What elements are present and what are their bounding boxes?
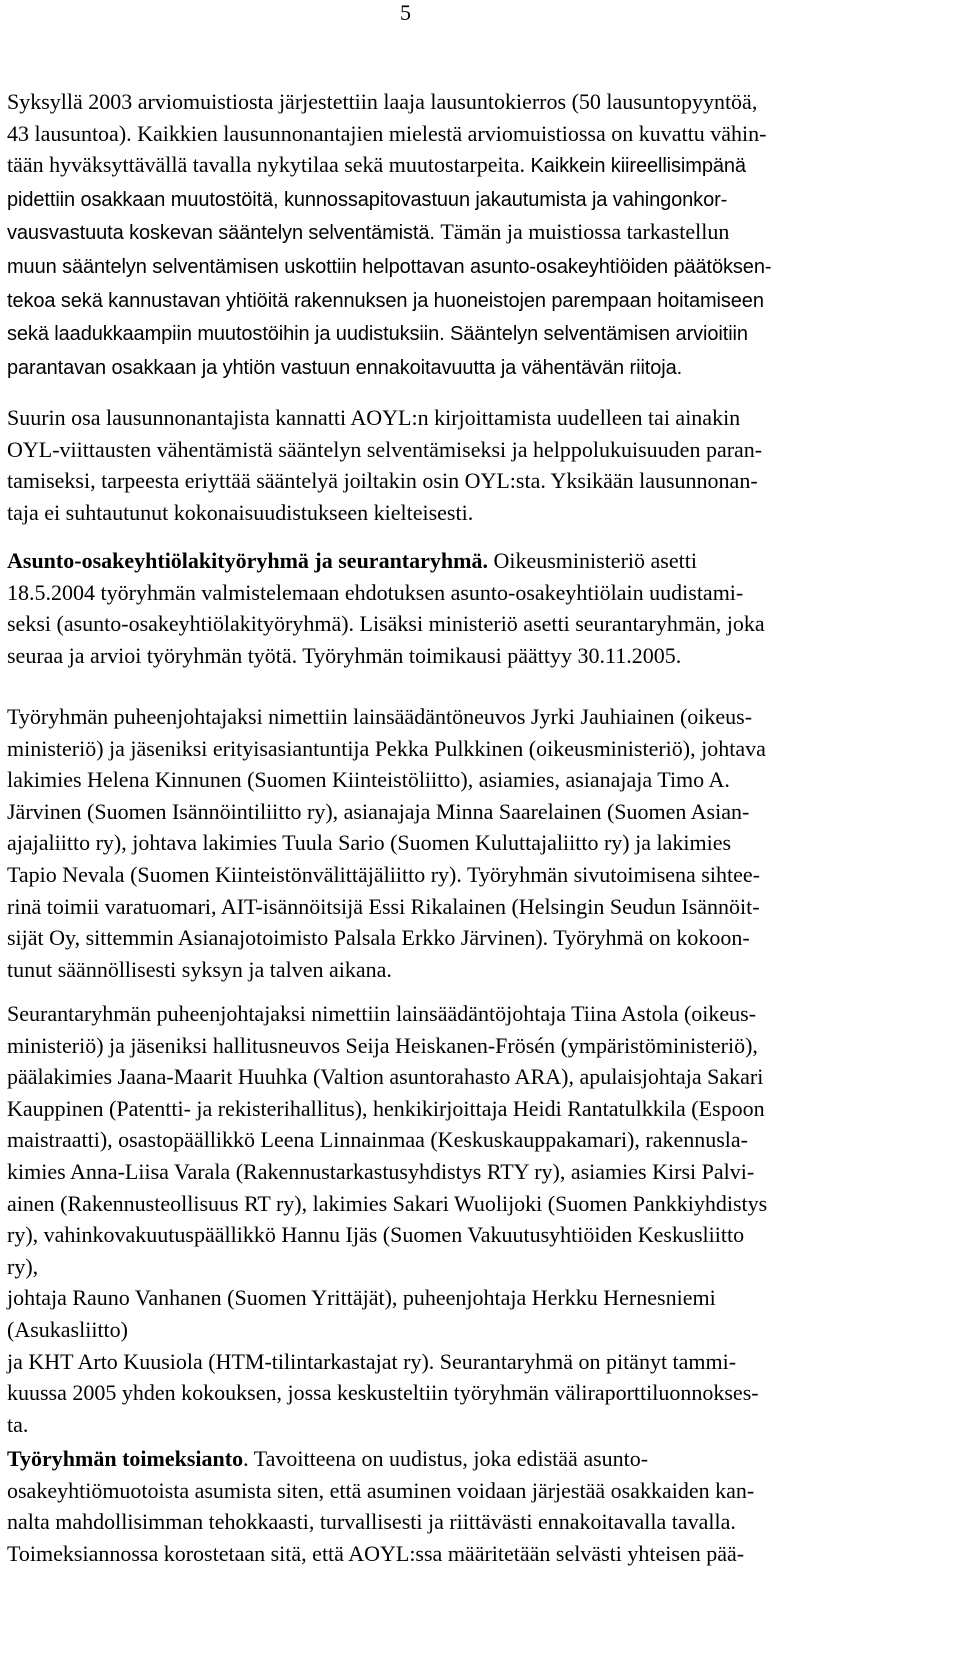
text-line — [7, 183, 952, 217]
text-run: 18.5.2004 työryhmän valmistelemaan ehdotuksen asunto-osakeyhtiölain uudistami- — [7, 579, 744, 605]
text-line — [7, 827, 952, 859]
text-run: ministeriö) ja jäseniksi erityisasiantuntija Pekka Pulkkinen (oikeusministeriö), johtava — [7, 735, 766, 761]
paragraph-seurantaryhman-kokoonpano — [7, 998, 952, 1440]
text-run: seuraa ja arvioi työryhmän työtä. Työryhmän toimikausi päättyy 30.11.2005. — [7, 642, 682, 668]
text-line — [7, 1156, 952, 1188]
paragraph-tyoryhman-kokoonpano — [7, 701, 952, 985]
text-line — [7, 577, 952, 609]
text-run: osakeyhtiömuotoista asumista siten, että asuminen voidaan järjestää osakkaiden kan- — [7, 1477, 755, 1503]
text-line — [7, 497, 952, 529]
text-run: Suurin osa lausunnonantajista kannatti AOYL:n kirjoittamista uudelleen tai ainakin — [7, 405, 741, 430]
text-run: päälakimies Jaana-Maarit Huuhka (Valtion asuntorahasto ARA), apulaisjohtaja Sakari — [7, 1064, 764, 1090]
text-line — [7, 250, 952, 284]
text-run: ajajaliitto ry), johtava lakimies Tuula Sario (Suomen Kuluttajaliitto ry) ja lakimies — [7, 830, 732, 856]
text-line — [7, 351, 952, 385]
text-run: johtaja Rauno Vanhanen (Suomen Yrittäjät), puheenjohtaja Herkku Hernesniemi — [7, 1285, 716, 1311]
text-line — [7, 891, 952, 923]
text-line — [7, 954, 952, 986]
text-line — [7, 608, 952, 640]
text-run: 43 lausuntoa). Kaikkien lausunnonantajien mielestä arviomuistiossa on kuvattu vähin- — [7, 120, 767, 146]
text-run: Kauppinen (Patentti- ja rekisterihallitus), henkikirjoittaja Heidi Rantatulkkila (Espoon — [7, 1095, 765, 1121]
text-run: ta. — [7, 1411, 29, 1437]
text-run: sekä laadukkaampiin muutostöihin ja uudistuksiin. — [7, 323, 451, 346]
text-run: tekoa sekä kannustavan yhtiöitä rakennuksen ja huoneistojen parempaan hoitamiseen — [7, 289, 764, 312]
text-line — [7, 859, 952, 891]
text-run: taja ei suhtautunut kokonaisuudistukseen kielteisesti. — [7, 499, 474, 525]
text-line — [7, 796, 952, 828]
bold-heading-text: Asunto-osakeyhtiölakityöryhmä ja seurantaryhmä. — [7, 548, 488, 573]
text-line — [7, 545, 952, 577]
text-line — [7, 1251, 952, 1283]
text-run: Seurantaryhmän puheenjohtajaksi nimettiin lainsäädäntöjohtaja Tiina Astola (oikeus- — [7, 1001, 757, 1026]
text-line — [7, 118, 952, 150]
text-line — [7, 1538, 952, 1570]
paragraph-lausuntokierros — [7, 86, 952, 384]
paragraph-tyoryhma-ja-seurantaryhma — [7, 545, 952, 671]
text-line — [7, 1061, 952, 1093]
paragraph-toimeksianto — [7, 1443, 952, 1569]
text-run: parantavan osakkaan ja yhtiön vastuun ennakoitavuutta ja vähentävän riitoja. — [7, 356, 683, 379]
text-run: ry), — [7, 1253, 39, 1279]
text-run: Toimeksiannossa korostetaan sitä, että AOYL:ssa määritetään selvästi yhteisen pää- — [7, 1540, 745, 1566]
text-line — [7, 998, 952, 1030]
text-line — [7, 317, 952, 351]
text-run: ministeriö) ja jäseniksi hallitusneuvos Seija Heiskanen-Frösén (ympäristöministeriö), — [7, 1032, 758, 1058]
text-line — [7, 1409, 952, 1441]
text-line — [7, 284, 952, 318]
paragraph-lausunnonantajat — [7, 402, 952, 528]
text-line — [7, 1377, 952, 1409]
text-run: maistraatti), osastopäällikkö Leena Linnainmaa (Keskuskauppakamari), rakennusla- — [7, 1127, 749, 1153]
text-run: nalta mahdollisimman tehokkaasti, turvallisesti ja riittävästi ennakoitavalla tavalla. — [7, 1509, 736, 1535]
text-run: muun sääntelyn selventämisen uskottiin helpottavan — [7, 255, 470, 278]
text-line — [7, 922, 952, 954]
text-run: tamiseksi, tarpeesta eriyttää sääntelyä joiltakin osin OYL:sta. Yksikään lausunnonan- — [7, 468, 758, 494]
text-line — [7, 465, 952, 497]
text-run: . Tavoitteena on uudistus, joka edistää asunto- — [243, 1446, 649, 1471]
text-run: vausvastuuta koskevan sääntelyn selventämistä. — [7, 222, 441, 245]
text-line — [7, 1475, 952, 1507]
text-run: seksi (asunto-osakeyhtiölakityöryhmä). Lisäksi ministeriö asetti seurantaryhmän, joka — [7, 611, 765, 637]
text-run: tunut säännöllisesti syksyn ja talven aikana. — [7, 956, 392, 982]
text-line — [7, 1282, 952, 1314]
text-run: Työryhmän puheenjohtajaksi nimettiin lainsäädäntöneuvos Jyrki Jauhiainen (oikeus- — [7, 704, 753, 729]
text-line — [7, 1093, 952, 1125]
text-run: Oikeusministeriö asetti — [487, 548, 697, 573]
text-run: Järvinen (Suomen Isännöintiliitto ry), asianajaja Minna Saarelainen (Suomen Asian- — [7, 798, 750, 824]
text-run: pidettiin osakkaan muutostöitä, kunnossapitovastuun jakautumista ja vahingonkor- — [7, 188, 728, 211]
text-run: kuussa 2005 yhden kokouksen, jossa keskusteltiin työryhmän väliraporttiluonnokses- — [7, 1380, 759, 1406]
text-line — [7, 1030, 952, 1062]
text-line — [7, 733, 952, 765]
text-line — [7, 149, 952, 183]
text-run: sijät Oy, sittemmin Asianajotoimisto Palsala Erkko Järvinen). Työryhmä on kokoon- — [7, 925, 750, 951]
text-line — [7, 1443, 952, 1475]
text-run: ainen (Rakennusteollisuus RT ry), lakimies Sakari Wuolijoki (Suomen Pankkiyhdistys — [7, 1190, 768, 1216]
text-line — [7, 701, 952, 733]
text-run: Syksyllä 2003 arviomuistiosta järjestettiin laaja lausuntokierros (50 lausuntopyyntöä, — [7, 89, 758, 114]
bold-heading-text: Työryhmän toimeksianto — [7, 1446, 244, 1471]
text-run: rinä toimii varatuomari, AIT-isännöitsijä Essi Rikalainen (Helsingin Seudun Isännöit- — [7, 893, 760, 919]
text-line — [7, 764, 952, 796]
text-run: Sääntelyn selventämisen arvioitiin — [450, 323, 748, 346]
text-run: OYL-viittausten vähentämistä sääntelyn selventämiseksi ja helppolukuisuuden paran- — [7, 436, 763, 462]
text-line — [7, 402, 952, 434]
text-run: Tapio Nevala (Suomen Kiinteistönvälittäjäliitto ry). Työryhmän sivutoimisena sihtee- — [7, 861, 760, 887]
text-run: ry), vahinkovakuutuspäällikkö Hannu Ijäs (Suomen Vakuutusyhtiöiden Keskusliitto — [7, 1222, 745, 1248]
text-line — [7, 1346, 952, 1378]
text-line — [7, 216, 952, 250]
text-run: kimies Anna-Liisa Varala (Rakennustarkastusyhdistys RTY ry), asiamies Kirsi Palvi- — [7, 1158, 755, 1184]
text-line — [7, 1188, 952, 1220]
text-line — [7, 434, 952, 466]
text-run: Kaikkein kiireellisimpänä — [530, 155, 746, 178]
text-run: ja KHT Arto Kuusiola (HTM-tilintarkastajat ry). Seurantaryhmä on pitänyt tammi- — [7, 1348, 737, 1374]
text-run: tään hyväksyttävällä tavalla nykytilaa sekä muutostarpeita. — [7, 152, 531, 178]
text-line — [7, 1314, 952, 1346]
text-line — [7, 86, 952, 118]
text-line — [7, 1219, 952, 1251]
text-run: Tämän ja muistiossa tarkastellun — [440, 219, 730, 245]
page-number: 5 — [400, 0, 411, 25]
text-run: asunto-osakeyhtiöiden päätöksen- — [469, 255, 772, 278]
text-run: lakimies Helena Kinnunen (Suomen Kiinteistöliitto), asiamies, asianajaja Timo A. — [7, 767, 730, 793]
text-line — [7, 1506, 952, 1538]
text-line — [7, 1124, 952, 1156]
text-run: (Asukasliitto) — [7, 1316, 128, 1342]
text-line — [7, 640, 952, 672]
